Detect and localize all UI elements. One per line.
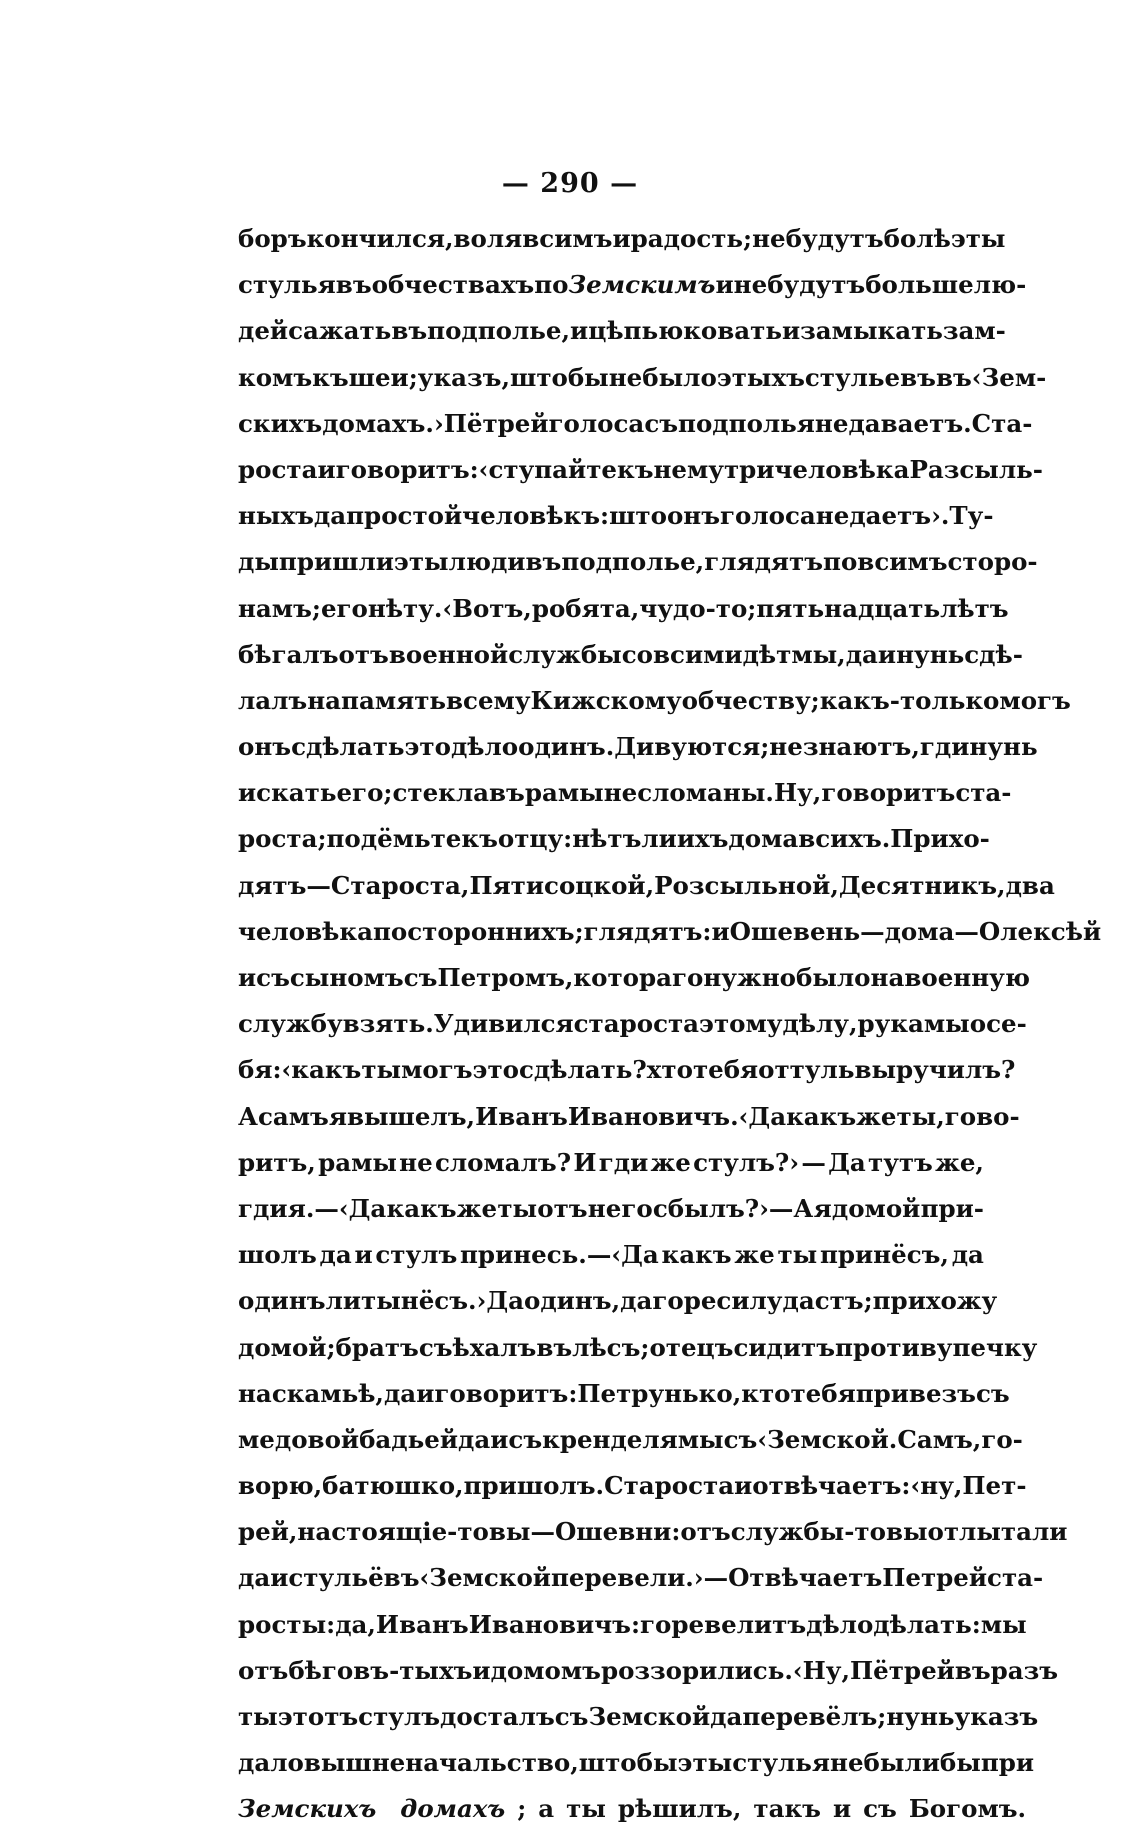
text-line: одинъ ли ты нёсъ.› Да одинъ, да горе силу дастъ; прихожу (238, 1286, 998, 1316)
text-line: ритъ, рамы не сломалъ? И гди же стулъ?› — Да тутъ же, (238, 1147, 984, 1177)
text-line: ды пришли эты люди въ подполье, глядятъ по всимъ сторо- (238, 547, 1038, 577)
text-line: роста и говоритъ: ‹ступайте къ нему три человѣка Разсыль- (238, 454, 1043, 484)
text-line: росты: да, Иванъ Ивановичъ: горе велитъ дѣло дѣлать: мы (238, 1609, 1027, 1639)
text-line: ныхъ да простой человѣкъ: што онъ голоса не даетъ›. Ту- (238, 501, 994, 531)
body-text (238, 216, 1102, 1833)
text-line: шолъ да и стулъ принесь.—‹Да какъ же ты принёсъ, да (238, 1240, 984, 1270)
text-line: домой; братъ съѣхалъ въ лѣсъ; отецъ сидитъ противу печку (238, 1332, 1038, 1362)
text-line: дятъ—Староста, Пятисоцкой, Розсыльной, Десятникъ, два (238, 870, 1055, 900)
text-line: и съ сыномъ съ Петромъ, котораго нужно было на военную (238, 963, 1030, 992)
text-line: службу взять. Удивился староста этому дѣлу, рукамы о се- (238, 1009, 1027, 1039)
text-line: человѣка посторонниxъ; глядятъ: и Ошевень—дома—Олексѣй (238, 916, 1102, 946)
text-line: на скамьѣ, да и говоритъ: Петрунько, кто тебя привезъ съ (238, 1378, 1010, 1408)
text-line: боръ кончился, воля всимъ и радость; не будутъ болѣ эты (238, 224, 1006, 253)
text-line: гди я.—‹Да какъ же ты отъ него сбылъ?›—А я домой при- (238, 1193, 984, 1223)
text-line: намъ; его нѣту. ‹Вотъ, робята, чудо-то; пятьнадцать лѣтъ (238, 593, 1009, 623)
text-line: бя: ‹какъ ты могъ это сдѣлать? хто тебя оттуль выручилъ? (238, 1055, 1016, 1085)
text-line: бѣгалъ отъ военной службы со всими дѣтмы, да и нунь сдѣ- (238, 639, 1023, 669)
text-line: стулья въ обчествахъ по Земскимъ и не будутъ больше лю- (238, 270, 1027, 300)
text-line: медовой бадьей да и съ кренделямы съ ‹Земской. Самъ, го- (238, 1424, 1023, 1454)
text-line: комъ къ шеи; указъ, штобы не было этыхъ стульевъ въ ‹Зем- (238, 362, 1047, 392)
page-number: — 290 — (501, 168, 639, 199)
text-line: дей сажать въ подполье, и цѣпью ковать и замыкать зам- (238, 316, 1006, 346)
text-line: А самъ я вышелъ, Иванъ Ивановичъ. ‹Да какъ же ты, гово- (238, 1101, 1020, 1131)
text-line: рей, настоящіе-то вы—Ошевни: отъ службы-то вы отлытали (238, 1517, 1068, 1547)
text-line: роста; подёмьте къ отцу: нѣтъ ли ихъ дома всихъ. Прихо- (238, 824, 990, 854)
text-line: лалъ на память всему Кижскому обчеству; какъ-только могъ (238, 685, 1071, 715)
text-line: Земскихъ домахъ ; а ты рѣшилъ, такъ и съ Богомъ. (238, 1794, 1027, 1824)
text-line: онъ сдѣлать это дѣло одинъ. Дивуются; не знаютъ, гди нунь (238, 732, 1038, 762)
text-line: да и стульё въ ‹Земской перевели.›—Отвѣчаетъ Петрей ста- (238, 1563, 1044, 1593)
text-line: отъ бѣговъ-тыхъ и домомъ роззорились. ‹Ну, Пётрей въ разъ (238, 1655, 1059, 1685)
text-line: дало вышне начальство, штобы эты стулья не были бы при (238, 1748, 1035, 1778)
text-line: ворю, батюшко, пришолъ. Староста и отвѣчаетъ: ‹ну, Пет- (238, 1471, 1027, 1501)
text-line: ты этотъ стулъ досталъ съ Земской да перевёлъ; нунь указъ (238, 1702, 1039, 1731)
text-line: скихъ домахъ.› Пётрей голоса съ подполья не даваетъ. Ста- (238, 408, 1033, 438)
text-line: искать его; стекла въ рамы не сломаны. Ну, говоритъ ста- (238, 778, 1012, 808)
